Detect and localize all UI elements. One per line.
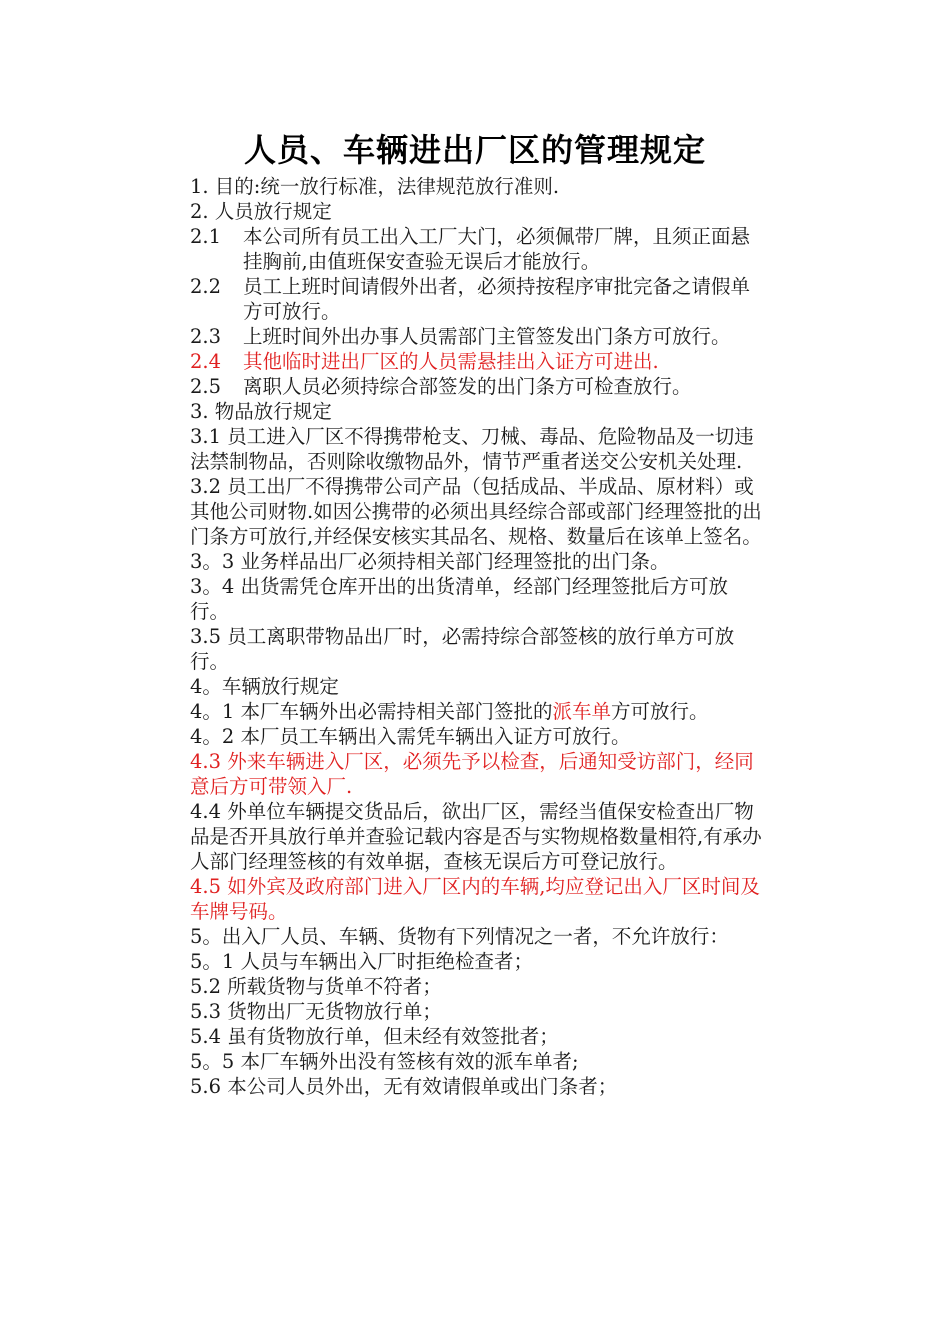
clause-3-1: 3.1 员工进入厂区不得携带枪支、刀械、毒品、危险物品及一切违法禁制物品，否则除收缴物品外，情节严重者送交公安机关处理. xyxy=(190,425,754,473)
section-heading-vehicles: 4。车辆放行规定 xyxy=(190,675,339,698)
clause-number: 2.4 xyxy=(190,350,222,373)
clause-4-1 xyxy=(190,699,765,724)
document-body xyxy=(190,174,765,1099)
clause-text-start: 4。1 本厂车辆外出必需持相关部门签批的 xyxy=(190,700,553,723)
clause-4-2: 4。2 本厂员工车辆出入需凭车辆出入证方可放行。 xyxy=(190,725,631,748)
clause-3-3: 3。3 业务样品出厂必须持相关部门经理签批的出门条。 xyxy=(190,550,670,573)
clause-2-2 xyxy=(190,274,765,324)
clause-5-1: 5。1 人员与车辆出入厂时拒绝检查者； xyxy=(190,950,534,973)
clause-2-1 xyxy=(190,224,765,274)
clause-text: 员工上班时间请假外出者，必须持按程序审批完备之请假单方可放行。 xyxy=(243,275,751,323)
clause-4-5: 4.5 如外宾及政府部门进入厂区内的车辆,均应登记出入厂区时间及车牌号码。 xyxy=(190,875,760,923)
clause-4-4: 4.4 外单位车辆提交货品后，欲出厂区，需经当值保安检查出厂物品是否开具放行单并查验记载内容是否与实物规格数量相符,有承办人部门经理签核的有效单据，查核无误后方可登记放行。 xyxy=(190,800,762,873)
clause-text: 其他临时进出厂区的人员需悬挂出入证方可进出. xyxy=(243,350,659,373)
clause-number: 2.5 xyxy=(190,375,222,398)
section-heading-personnel: 2. 人员放行规定 xyxy=(190,200,332,223)
purpose-paragraph: 1. 目的:统一放行标准，法律规范放行准则. xyxy=(190,175,560,198)
clause-text: 上班时间外出办事人员需部门主管签发出门条方可放行。 xyxy=(243,325,731,348)
clause-2-5 xyxy=(190,374,765,399)
clause-4-3: 4.3 外来车辆进入厂区，必须先予以检查，后通知受访部门，经同意后方可带领入厂. xyxy=(190,750,754,798)
clause-number: 2.2 xyxy=(190,275,222,298)
clause-text: 本公司所有员工出入工厂大门，必须佩带厂牌，且须正面悬挂胸前,由值班保安查验无误后才能放行。 xyxy=(243,225,751,273)
clause-2-3 xyxy=(190,324,765,349)
clause-3-5: 3.5 员工离职带物品出厂时，必需持综合部签核的放行单方可放行。 xyxy=(190,625,735,673)
clause-5-3: 5.3 货物出厂无货物放行单； xyxy=(190,1000,442,1023)
clause-5-4: 5.4 虽有货物放行单，但未经有效签批者； xyxy=(190,1025,559,1048)
clause-text-end: 方可放行。 xyxy=(611,700,709,723)
clause-3-4: 3。4 出货需凭仓库开出的出货清单，经部门经理签批后方可放行。 xyxy=(190,575,729,623)
clause-text: 离职人员必须持综合部签发的出门条方可检查放行。 xyxy=(243,375,692,398)
clause-3-2: 3.2 员工出厂不得携带公司产品（包括成品、半成品、原材料）或其他公司财物.如因公携带的必须出具经综合部或部门经理签批的出门条方可放行,并经保安核实其品名、规格、数量后在该单上签名。 xyxy=(190,475,762,548)
clause-5-5: 5。5 本厂车辆外出没有签核有效的派车单者; xyxy=(190,1050,579,1073)
highlighted-term: 派车单 xyxy=(552,700,612,723)
document-title: 人员、车辆进出厂区的管理规定 xyxy=(243,131,706,169)
clause-5-2: 5.2 所载货物与货单不符者； xyxy=(190,975,442,998)
clause-number: 2.3 xyxy=(190,325,222,348)
clause-2-4 xyxy=(190,349,765,374)
section-heading-goods: 3. 物品放行规定 xyxy=(190,400,332,423)
section-heading-prohibited: 5。出入厂人员、车辆、货物有下列情况之一者，不允许放行： xyxy=(190,925,729,948)
clause-number: 2.1 xyxy=(190,225,222,248)
clause-5-6: 5.6 本公司人员外出，无有效请假单或出门条者； xyxy=(190,1075,618,1098)
